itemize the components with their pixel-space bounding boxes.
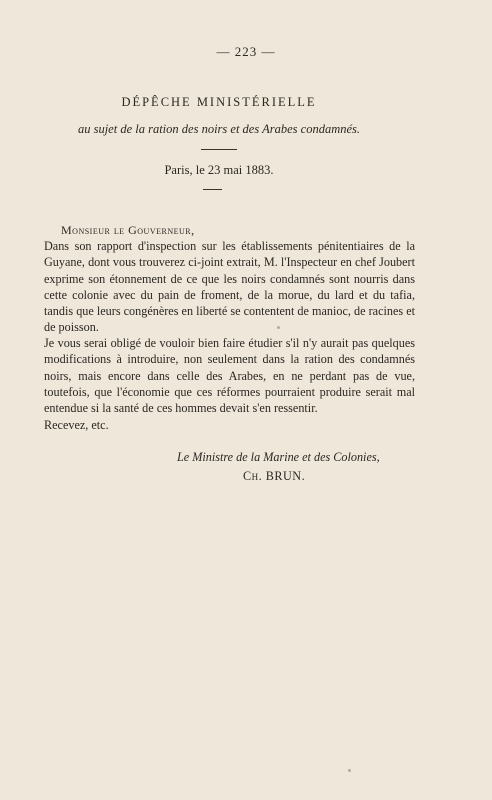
- body-paragraph-2: [44, 335, 415, 416]
- body-paragraph-1: [44, 238, 415, 336]
- signature-name: Ch. BRUN.: [243, 469, 306, 483]
- signature-title: Le Ministre de la Marine et des Colonies,: [177, 450, 380, 464]
- paper-speck: [277, 326, 280, 329]
- paper-speck: [348, 769, 351, 772]
- document-subtitle: au sujet de la ration des noirs et des Arabes condamnés.: [77, 122, 361, 136]
- page-number: — 223 —: [216, 44, 276, 59]
- document-title: DÉPÊCHE MINISTÉRIELLE: [121, 95, 317, 109]
- divider-rule-short: [203, 189, 222, 190]
- dateline: Paris, le 23 mai 1883.: [164, 163, 274, 177]
- divider-rule: [201, 149, 237, 150]
- closing-line: [44, 417, 415, 433]
- closing-text: Recevez, etc.: [44, 418, 109, 432]
- paragraph-text: Je vous serai obligé de vouloir bien faire étudier s'il n'y aurait pas quelques modifications à introduire, non seulement dans la ration des condamnés noirs, mais encore dans celle des Arabes, en ne perdant pas de vue, toutefois, que l'économie que ces réformes pourraient produire serait mal entendue si la santé de ces hommes devait s'en ressentir.: [44, 336, 415, 416]
- paragraph-text: Dans son rapport d'inspection sur les établissements pénitentiaires de la Guyane, dont vous trouverez ci-joint extrait, M. l'Inspecteur en chef Joubert exprime son étonnement de ce que les noirs condamnés sont nourris dans cette colonie avec du pain de froment, de la morue, du lard et du tafia, tandis que leurs congénères en liberté se contentent de manioc, de racines et de poisson.: [44, 239, 415, 335]
- salutation: Monsieur le Gouverneur,: [61, 223, 195, 237]
